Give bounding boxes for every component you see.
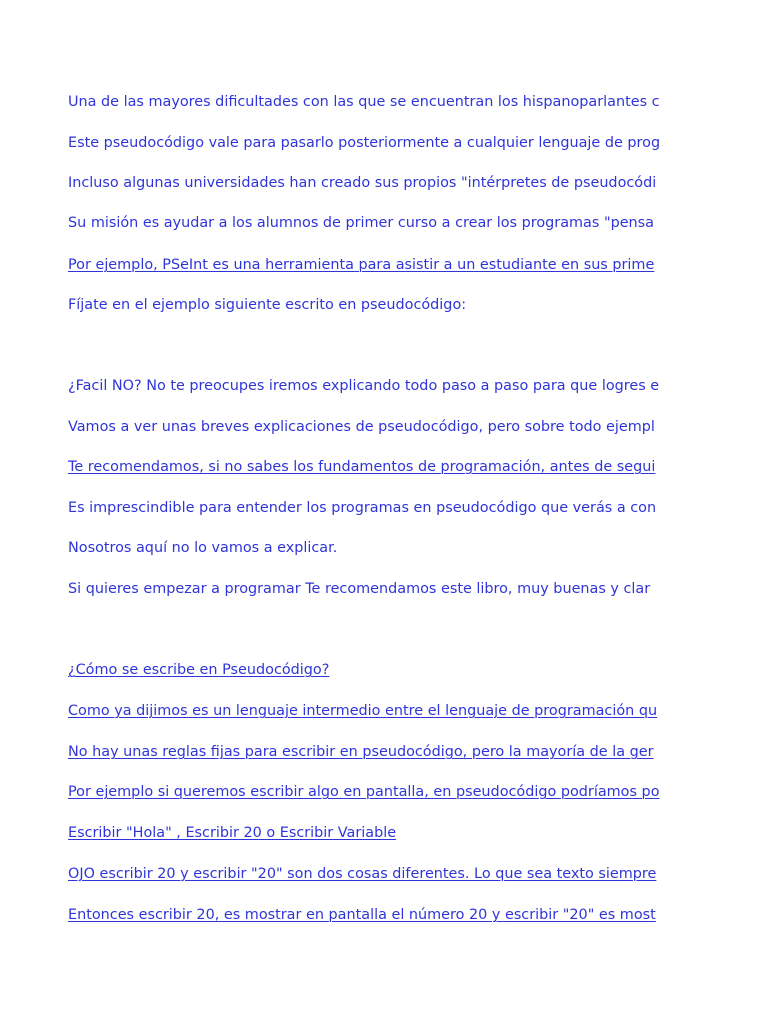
paragraph-link[interactable]: Por ejemplo si queremos escribir algo en pantalla, en pseudocódigo podríamos po — [68, 784, 660, 800]
pseint-link[interactable]: Por ejemplo, PSeInt es una herramienta para asistir a un estudiante en sus prime — [68, 257, 655, 273]
paragraph-link[interactable]: No hay unas reglas fijas para escribir en pseudocódigo, pero la mayoría de la ger — [68, 744, 654, 760]
paragraph-line: Es imprescindible para entender los programas en pseudocódigo que verás a con — [68, 500, 657, 516]
paragraph-link[interactable]: OJO escribir 20 y escribir "20" son dos cosas diferentes. Lo que sea texto siempre — [68, 866, 657, 882]
paragraph-line: Su misión es ayudar a los alumnos de primer curso a crear los programas "pensa — [68, 215, 654, 231]
paragraph-line: Nosotros aquí no lo vamos a explicar. — [68, 540, 338, 556]
paragraph-link[interactable]: Escribir "Hola" , Escribir 20 o Escribir Variable — [68, 825, 397, 841]
paragraph-line: Si quieres empezar a programar Te recomendamos este libro, muy buenas y clar — [68, 581, 651, 597]
paragraph-line: Este pseudocódigo vale para pasarlo posteriormente a cualquier lenguaje de prog — [68, 135, 661, 151]
paragraph-line: Fíjate en el ejemplo siguiente escrito en pseudocódigo: — [68, 297, 467, 313]
paragraph-line: ¿Facil NO? No te preocupes iremos explicando todo paso a paso para que logres e — [68, 378, 660, 394]
paragraph-line: Vamos a ver unas breves explicaciones de pseudocódigo, pero sobre todo ejempl — [68, 419, 655, 435]
paragraph-line: Una de las mayores dificultades con las que se encuentran los hispanoparlantes c — [68, 94, 660, 110]
paragraph-link[interactable]: Como ya dijimos es un lenguaje intermedio entre el lenguaje de programación qu — [68, 703, 658, 719]
section-heading-link[interactable]: ¿Cómo se escribe en Pseudocódigo? — [68, 662, 330, 678]
paragraph-line: Incluso algunas universidades han creado sus propios "intérpretes de pseudocódi — [68, 175, 657, 191]
paragraph-link[interactable]: Entonces escribir 20, es mostrar en pantalla el número 20 y escribir "20" es most — [68, 907, 656, 923]
recommendation-link[interactable]: Te recomendamos, si no sabes los fundamentos de programación, antes de segui — [68, 459, 656, 475]
